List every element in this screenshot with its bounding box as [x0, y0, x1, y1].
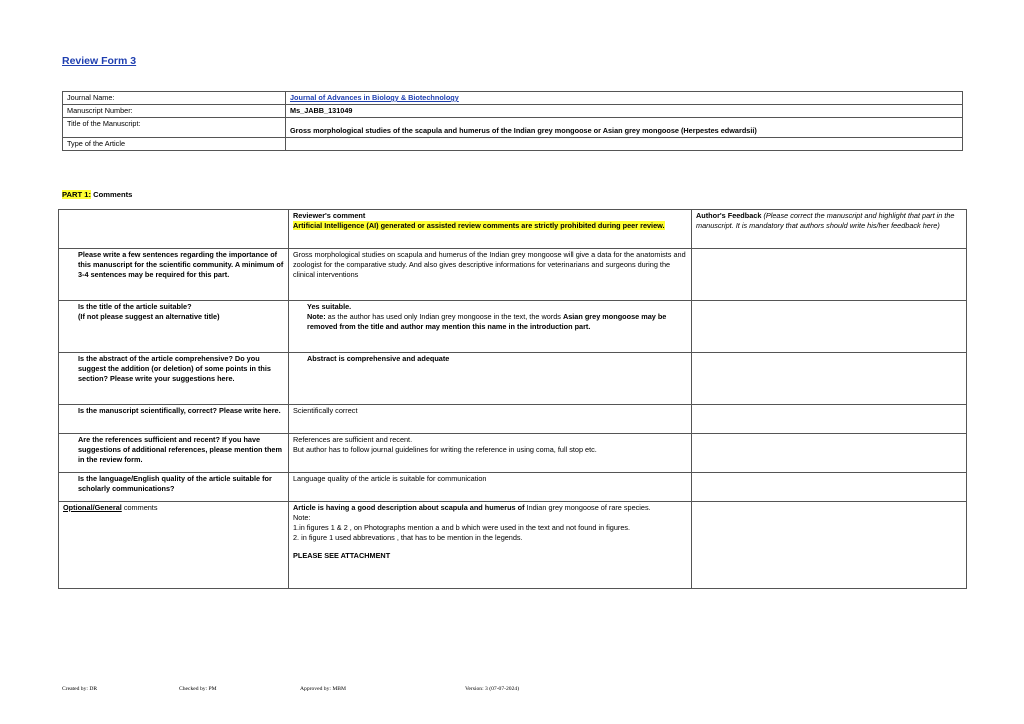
optional-general-label: [59, 502, 289, 589]
optional-note-line1: 1.in figures 1 & 2 , on Photographs mention a and b which were used in the text and not found in figures.: [293, 523, 631, 532]
optional-general-rest: comments: [121, 503, 158, 512]
question-title-line1: Is the title of the article suitable?: [78, 302, 192, 311]
comment-title-mid: as the author has used only Indian grey mongoose in the text, the words: [325, 312, 563, 321]
comment-references: [289, 434, 692, 473]
part1-prefix: PART 1:: [62, 190, 91, 199]
optional-general-underlined: Optional/General: [63, 503, 122, 512]
article-type-label: Type of the Article: [63, 138, 286, 151]
table-row: [59, 434, 967, 473]
question-importance: Please write a few sentences regarding the importance of this manuscript for the scientific community. A minimum of 3-4 sentences may be required for this part.: [59, 249, 289, 301]
see-attachment-note: PLEASE SEE ATTACHMENT: [293, 551, 391, 560]
comment-references-line1: References are sufficient and recent.: [293, 435, 413, 444]
table-row: [59, 502, 967, 589]
footer-checked-by: Checked by: PM: [179, 686, 217, 692]
feedback-abstract[interactable]: [692, 353, 967, 405]
feedback-language[interactable]: [692, 473, 967, 502]
optional-note-line2: 2. in figure 1 used abbrevations , that has to be mention in the legends.: [293, 533, 523, 542]
author-feedback-header: [692, 210, 967, 249]
comment-title-note: Note:: [307, 312, 326, 321]
footer-version: Version: 3 (07-07-2024): [465, 686, 520, 692]
part1-heading: [62, 190, 132, 199]
form-title: Review Form 3: [62, 55, 137, 67]
table-row: [59, 301, 967, 353]
comment-title-end: Asian grey mongoose may be removed from the title and author may mention this name in the introduction part.: [307, 312, 667, 331]
question-language: Is the language/English quality of the article suitable for scholarly communications?: [59, 473, 289, 502]
comment-references-line2: But author has to follow journal guidelines for writing the reference in using coma, full stop etc.: [293, 445, 597, 454]
comment-abstract: Abstract is comprehensive and adequate: [289, 353, 692, 405]
journal-label: Journal Name:: [63, 92, 286, 105]
journal-row: [63, 92, 963, 105]
comment-language: Language quality of the article is suitable for communication: [289, 473, 692, 502]
optional-comment-rest: Indian grey mongoose of rare species.: [524, 503, 651, 512]
comment-scientific: Scientifically correct: [289, 405, 692, 434]
part1-suffix: Comments: [93, 190, 133, 199]
ai-prohibition-notice: Artificial Intelligence (AI) generated or assisted review comments are strictly prohibited during peer review.: [293, 221, 665, 230]
comments-table: [58, 209, 967, 589]
manuscript-number-row: [63, 105, 963, 118]
feedback-references[interactable]: [692, 434, 967, 473]
question-abstract: Is the abstract of the article comprehensive? Do you suggest the addition (or deletion) of some points in this section? Please write your suggestions here.: [59, 353, 289, 405]
feedback-importance[interactable]: [692, 249, 967, 301]
comment-optional-general: [289, 502, 692, 589]
feedback-title-suitable[interactable]: [692, 301, 967, 353]
optional-note-label: Note:: [293, 513, 311, 522]
optional-comment-bold: Article is having a good description about scapula and humerus of: [293, 503, 525, 512]
table-row: [59, 473, 967, 502]
manuscript-number-value: Ms_JABB_131049: [286, 105, 963, 118]
question-scientific: Is the manuscript scientifically, correct? Please write here.: [59, 405, 289, 434]
footer-approved-by: Approved by: MBM: [300, 686, 346, 692]
manuscript-title-value: Gross morphological studies of the scapula and humerus of the Indian grey mongoose or Asian grey mongoose (Herpestes edwardsii): [286, 118, 963, 138]
manuscript-title-label: Title of the Manuscript:: [63, 118, 286, 138]
question-title-line2: (If not please suggest an alternative title): [78, 312, 220, 321]
article-type-row: [63, 138, 963, 151]
question-title-suitable: [59, 301, 289, 353]
reviewer-comment-header: [289, 210, 692, 249]
feedback-optional-general[interactable]: [692, 502, 967, 589]
article-type-value: [286, 138, 963, 151]
footer-created-by: Created by: DR: [62, 686, 98, 692]
author-feedback-title: Author's Feedback: [696, 211, 762, 220]
comment-title-line1: Yes suitable.: [307, 302, 352, 311]
reviewer-comment-title: Reviewer's comment: [293, 211, 366, 220]
comments-header-row: [59, 210, 967, 249]
author-feedback-note: (Please correct the manuscript and highlight that part in the manuscript. It is mandatory that authors should write his/her feedback here): [696, 211, 955, 230]
comment-title-suitable: [289, 301, 692, 353]
manuscript-number-label: Manuscript Number:: [63, 105, 286, 118]
manuscript-title-row: [63, 118, 963, 138]
header-blank-cell: [59, 210, 289, 249]
table-row: [59, 353, 967, 405]
table-row: [59, 249, 967, 301]
feedback-scientific[interactable]: [692, 405, 967, 434]
journal-name-link[interactable]: Journal of Advances in Biology & Biotechnology: [286, 92, 963, 105]
comment-importance: Gross morphological studies on scapula and humerus of the Indian grey mongoose will give a data for the anatomists and zoologist for the comparative study. And also gives descriptive informations for veterinarians and surgeons during the clinical interventions: [289, 249, 692, 301]
question-references: Are the references sufficient and recent? If you have suggestions of additional references, please mention them in the review form.: [59, 434, 289, 473]
manuscript-info-table: [62, 91, 963, 151]
table-row: [59, 405, 967, 434]
